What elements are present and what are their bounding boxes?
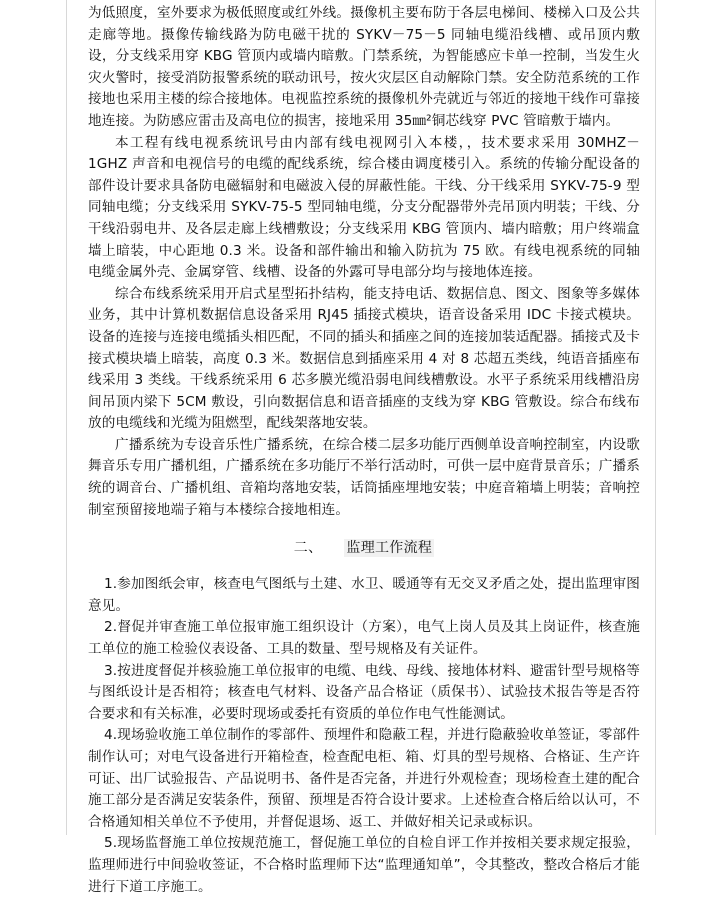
section-heading-number: 二、 <box>293 540 323 557</box>
list-item: 4.现场验收施工单位制作的零部件、预埋件和隐蔽工程，并进行隐蔽验收单签证，零部件制作认可；对电气设备进行开箱检查，检查配电柜、箱、灯具的型号规格、合格证、生产许可证、出厂试验报告、产品说明书、备件是否完备，并进行外观检查；现场检查土建的配合施工部分是否满足安装条件，预留、预埋是否符合设计要求。上述检查合格后给以认可，不合格通知相关单位不予使用，并督促退场、返工、并做好相关记录或标识。 <box>88 727 640 830</box>
paragraph-cable-tv: 本工程有线电视系统讯号由内部有线电视网引入本楼，，技术要求采用 30MHZ－1GHZ 声音和电视信号的电缆的配线系统，综合楼由调度楼引入。系统的传输分配设备的部件设计要求具备防电磁辐射和电磁波入侵的屏蔽性能。干线、分干线采用 SYKV-75-9 型同轴电缆；分支线采用 SYKV-75-5 型同轴电缆，分支分配器带外壳吊顶内明装；干线、分干线沿弱电井、及各层走廊上线槽敷设；分支线采用 KBG 管顶内、墙内暗敷；用户终端盒墙上暗装，中心距地 0.3 米。设备和部件输出和输入防抗为 75 欧。有线电视系统的同轴电缆金属外壳、金属穿管、线槽、设备的外露可导电部分均与接地体连接。 <box>88 134 640 281</box>
section-heading-title: 监理工作流程 <box>346 540 433 557</box>
page-margin-line-left <box>66 0 67 835</box>
list-item: 2.督促并审查施工单位报审施工组织设计（方案），电气上岗人员及其上岗证件，核查施工单位的施工检验仪表设备、工具的数量、型号规格及有关证件。 <box>88 619 640 658</box>
document-body <box>88 3 640 898</box>
paragraph-broadcast-system: 广播系统为专设音乐性广播系统，在综合楼二层多功能厅西侧单设音响控制室，内设歌舞音乐专用广播机组，广播系统在多功能厅不举行活动时，可供一层中庭背景音乐；广播系统的调音台、广播机组、音箱均落地安装，话筒插座埋地安装；中庭音箱墙上明装；音响控制室预留接地端子箱与本楼综合接地相连。 <box>88 436 640 518</box>
page-margin-line-right <box>655 0 656 835</box>
list-item: 3.按进度督促并核验施工单位报审的电缆、电线、母线、接地体材料、避雷针型号规格等与图纸设计是否相符；核查电气材料、设备产品合格证（质保书）、试验技术报告等是否符合要求和有关标准，必要时现场或委托有资质的单位作电气性能测试。 <box>88 662 640 722</box>
paragraph-security-system: 为低照度，室外要求为极低照度或红外线。摄像机主要布防于各层电梯间、楼梯入口及公共走廊等地。摄像传输线路为防电磁干扰的 SYKV－75－5 同轴电缆沿线槽、或吊顶内敷设，分支线采用穿 KBG 管顶内或墙内暗敷。门禁系统，为智能感应卡单一控制，当发生火灾火警时，接受消防报警系统的联动讯号，按火灾层区自动解除门禁。安全防范系统的工作接地也采用主楼的综合接地体。电视监控系统的摄像机外壳就近与邻近的接地干线作可靠接地连接。为防感应雷击及高电位的损害，接地采用 35㎜²铜芯线穿 PVC 管暗敷于墙内。 <box>88 5 640 129</box>
workflow-list <box>88 574 640 898</box>
list-item: 1.参加图纸会审，核查电气图纸与土建、水卫、暖通等有无交叉矛盾之处，提出监理审图意见。 <box>88 576 640 614</box>
section-heading <box>88 536 640 560</box>
list-item: 5.现场监督施工单位按规范施工，督促施工单位的自检自评工作并按相关要求规定报验，监理师进行中间验收签证，不合格时监理师下达“监理通知单”，令其整改，整改合格后才能进行下道工序施工。 <box>88 835 640 895</box>
paragraph-structured-cabling: 综合布线系统采用开启式星型拓扑结构，能支持电话、数据信息、图文、图象等多媒体业务，其中计算机数据信息设备采用 RJ45 插接式模块，语音设备采用 IDC 卡接式模块。设备的连接与连接电缆插头相匹配，不同的插头和插座之间的连接加装适配器。插接式及卡接式模块墙上暗装，高度 0.3 米。数据信息到插座采用 4 对 8 芯超五类线，纯语音插座布线采用 3 类线。干线系统采用 6 芯多膜光缆沿弱电间线槽敷设。水平子系统采用线槽沿房间吊顶内梁下 5CM 敷设，引向数据信息和语音插座的支线为穿 KBG 管敷设。综合布线布放的电缆线和光缆为阻燃型，配线架落地安装。 <box>88 285 640 432</box>
